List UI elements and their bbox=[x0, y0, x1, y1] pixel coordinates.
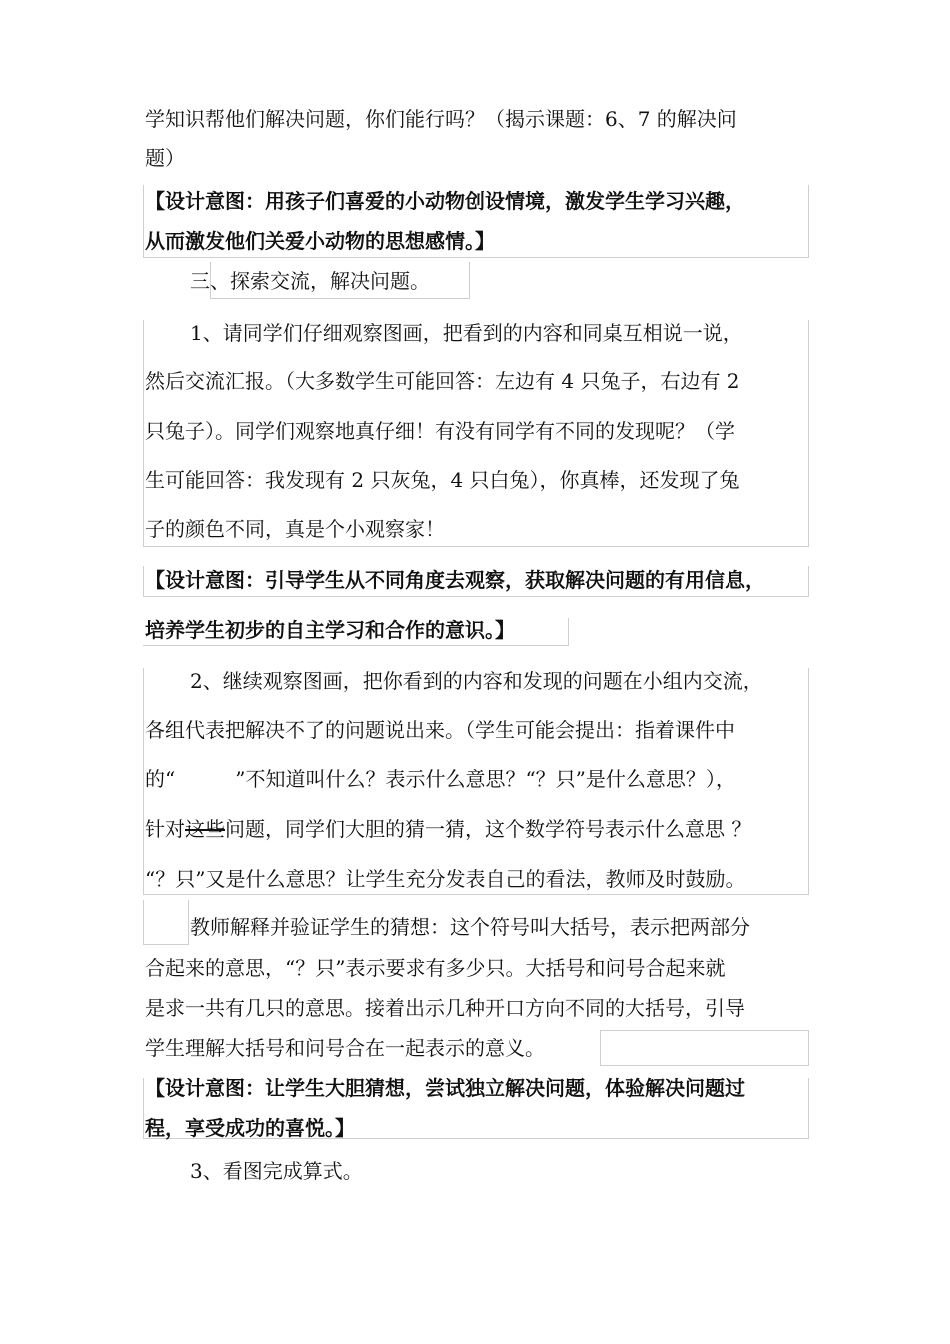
text-line: 合起来的意思，“？只”表示要求有多少只。大括号和问号合起来就 bbox=[145, 956, 726, 980]
text-line: 【设计意图：引导学生从不同角度去观察，获取解决问题的有用信息， bbox=[145, 568, 765, 592]
text-line: 从而激发他们关爱小动物的思想感情。】 bbox=[145, 229, 495, 253]
text-line: 学知识帮他们解决问题，你们能行吗？（揭示课题：6、7 的解决问 bbox=[145, 107, 737, 131]
text-line: 子的颜色不同，真是个小观察家！ bbox=[145, 517, 445, 541]
frame-box bbox=[143, 900, 189, 945]
text-line bbox=[145, 816, 751, 842]
text-line: 【设计意图：用孩子们喜爱的小动物创设情境，激发学生学习兴趣， bbox=[145, 189, 745, 213]
section-heading: 三、探索交流，解决问题。 bbox=[190, 269, 430, 293]
text-line: 培养学生初步的自主学习和合作的意识。】 bbox=[145, 618, 515, 642]
text-line: 生可能回答：我发现有 2 只灰兔，4 只白兔），你真棒，还发现了兔 bbox=[145, 468, 740, 492]
text-line: 2、继续观察图画，把你看到的内容和发现的问题在小组内交流， bbox=[190, 669, 763, 693]
text-line: 程，享受成功的喜悦。】 bbox=[145, 1116, 355, 1140]
text-line: 题） bbox=[145, 146, 185, 170]
text-span: 问题，同学们大胆的猜一猜，这个数学符号表示什么意思 ？ bbox=[225, 817, 752, 841]
frame-box bbox=[600, 1030, 809, 1066]
step-3-heading: 3、看图完成算式。 bbox=[190, 1159, 363, 1183]
text-line: “？只”又是什么意思？让学生充分发表自己的看法，教师及时鼓励。 bbox=[145, 867, 746, 891]
text-line: 各组代表把解决不了的问题说出来。（学生可能会提出：指着课件中 bbox=[145, 718, 735, 742]
text-line: 是求一共有几只的意思。接着出示几种开口方向不同的大括号，引导 bbox=[145, 996, 745, 1020]
text-line: 教师解释并验证学生的猜想：这个符号叫大括号，表示把两部分 bbox=[190, 915, 750, 939]
text-line: 的“ ”不知道叫什么？表示什么意思？“？只”是什么意思？）， bbox=[145, 767, 736, 791]
struck-text: 这些 bbox=[185, 817, 225, 841]
text-span: 针对 bbox=[145, 817, 185, 841]
text-line: 学生理解大括号和问号合在一起表示的意义。 bbox=[145, 1036, 545, 1060]
text-line: 1、请同学们仔细观察图画，把看到的内容和同桌互相说一说， bbox=[190, 321, 743, 345]
text-line: 只兔子）。同学们观察地真仔细！有没有同学有不同的发现呢？（学 bbox=[145, 419, 735, 443]
text-line: 然后交流汇报。（大多数学生可能回答：左边有 4 只兔子，右边有 2 bbox=[145, 369, 740, 393]
text-line: 【设计意图：让学生大胆猜想，尝试独立解决问题，体验解决问题过 bbox=[145, 1076, 745, 1100]
